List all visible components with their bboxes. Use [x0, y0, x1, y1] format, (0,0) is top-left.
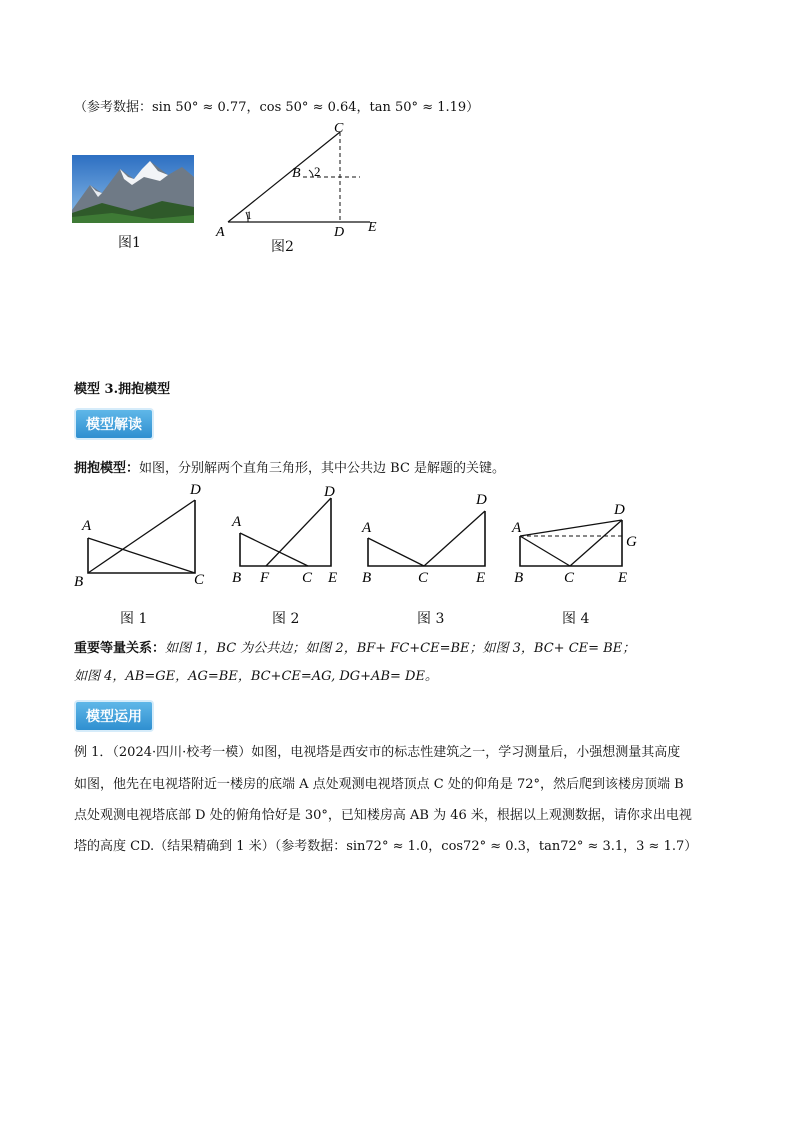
m2-label-c: C: [302, 570, 313, 586]
model-figure-4: [506, 478, 646, 588]
mountain-photo: [72, 155, 194, 223]
elevation-diagram: [210, 118, 390, 253]
relations-label: 重要等量关系：: [74, 641, 166, 656]
label-a: A: [216, 225, 225, 240]
m3-label-a: A: [362, 520, 372, 536]
intro-label: 拥抱模型：: [74, 461, 140, 476]
example-line-1: 例 1．（2024·四川·校考一模）如图，电视塔是西安市的标志性建筑之一，学习测量后，小强想测量其高度: [74, 745, 681, 760]
model-figure-2: [226, 478, 356, 588]
m2-label-f: F: [260, 570, 270, 586]
m4-label-b: B: [514, 570, 524, 586]
relations-line-1: [74, 634, 734, 663]
relations-text-1: 如图 1，BC 为公共边；如图 2，BF+ FC+CE=BE；如图 3，BC+ CE= BE；: [165, 641, 636, 656]
model-apply-badge: 模型运用: [74, 700, 154, 732]
model-figure-1: [70, 478, 210, 588]
label-angle-1: 1: [246, 208, 252, 222]
example-line-3: 点处观测电视塔底部 D 处的俯角恰好是 30°，已知楼房高 AB 为 46 米，根据以上观测数据，请你求出电视: [74, 808, 692, 823]
m3-label-d: D: [476, 492, 487, 508]
reference-data-line: （参考数据：sin 50° ≈ 0.77，cos 50° ≈ 0.64，tan 50° ≈ 1.19）: [74, 100, 480, 115]
line-ac: [228, 132, 340, 222]
m2-label-a: A: [232, 514, 242, 530]
fig1-caption: 图1: [118, 235, 141, 251]
m2-label-e: E: [328, 570, 338, 586]
m4-label-c: C: [564, 570, 575, 586]
model-figure-3: [360, 478, 495, 588]
model-fig3-caption: 图 3: [417, 611, 445, 627]
model-fig4-caption: 图 4: [562, 611, 590, 627]
m3-label-e: E: [476, 570, 486, 586]
angle-2-arc: [309, 170, 313, 177]
label-e: E: [368, 220, 377, 235]
label-c: C: [334, 121, 344, 136]
m2-label-d: D: [324, 484, 335, 500]
m1-label-b: B: [74, 574, 84, 588]
m2-label-b: B: [232, 570, 242, 586]
m3-label-c: C: [418, 570, 429, 586]
m4-label-e: E: [618, 570, 628, 586]
m1-label-d: D: [190, 482, 201, 498]
model-reading-badge: 模型解读: [74, 408, 154, 440]
model-fig1-caption: 图 1: [120, 611, 148, 627]
intro-text: 如图，分别解两个直角三角形，其中公共边 BC 是解题的关键。: [139, 461, 506, 476]
m4-label-g: G: [626, 534, 637, 550]
m3-label-b: B: [362, 570, 372, 586]
fig2-caption: 图2: [271, 239, 294, 255]
m4-label-a: A: [512, 520, 522, 536]
example-line-2: 如图，他先在电视塔附近一楼房的底端 A 点处观测电视塔顶点 C 处的仰角是 72°，然后爬到该楼房顶端 B: [74, 777, 684, 792]
relations-line-2: 如图 4，AB=GE，AG=BE，BC+CE=AG, DG+AB= DE。: [74, 669, 438, 684]
label-angle-2: 2: [314, 164, 321, 179]
section-title: 模型 3.拥抱模型: [74, 382, 171, 397]
m4-label-d: D: [614, 502, 625, 518]
label-b: B: [292, 166, 301, 181]
model-fig2-caption: 图 2: [272, 611, 300, 627]
label-d: D: [334, 225, 345, 240]
m1-label-a: A: [82, 518, 92, 534]
example-line-4: 塔的高度 CD.（结果精确到 1 米）（参考数据：sin72° ≈ 1.0，cos72° ≈ 0.3，tan72° ≈ 3.1，3 ≈ 1.7）: [74, 839, 698, 854]
m1-label-c: C: [194, 572, 205, 588]
